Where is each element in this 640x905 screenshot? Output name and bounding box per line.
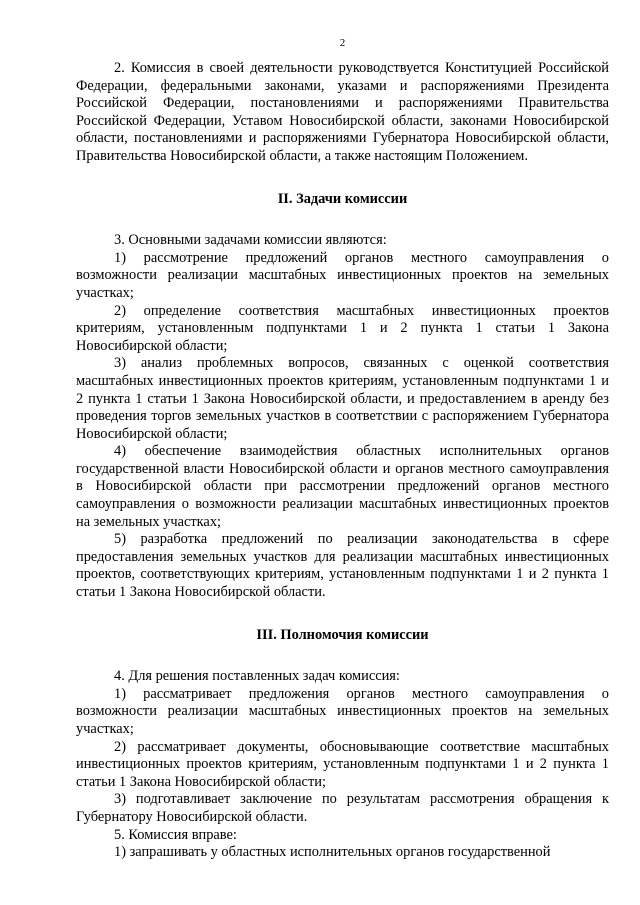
paragraph-4-item-2: 2) рассматривает документы, обосновывающие соответствие масштабных инвестиционных проектов критериям, установленным подпунктами 1 и 2 пункта 1 статьи 1 Закона Новосибирской области; (76, 738, 609, 790)
paragraph-3-item-5: 5) разработка предложений по реализации законодательства в сфере предоставления земельных участков для реализации масштабных инвестиционных проектов, соответствующих критериям, установленным подпунктами 1 и 2 пункта 1 статьи 1 Закона Новосибирской области. (76, 531, 609, 601)
paragraph-4-item-3: 3) подготавливает заключение по результатам рассмотрения обращения к Губернатору Новосибирской области. (76, 791, 609, 825)
paragraph-3-item-4: 4) обеспечение взаимодействия областных исполнительных органов государственной власти Новосибирской области и органов местного самоуправления в Новосибирской области при рассмотрении предложений органов местного самоуправления о возможности реализации масштабных инвестиционных проектов на земельных участках; (76, 443, 609, 530)
document-body (76, 60, 609, 862)
section-heading-tasks: II. Задачи комиссии (277, 190, 408, 207)
paragraph-4-item-1: 1) рассматривает предложения органов местного самоуправления о возможности реализации масштабных инвестиционных проектов на земельных участках; (76, 685, 609, 737)
paragraph-2: 2. Комиссия в своей деятельности руководствуется Конституцией Российской Федерации, федеральными законами, указами и распоряжениями Президента Российской Федерации, постановлениями и распоряжениями Правительства Российской Федерации, Уставом Новосибирской области, законами Новосибирской области, постановлениями и распоряжениями Губернатора Новосибирской области, Правительства Новосибирской области, а также настоящим Положением. (76, 60, 609, 164)
paragraph-4: 4. Для решения поставленных задач комиссия: (114, 668, 400, 685)
section-heading-powers: III. Полномочия комиссии (256, 626, 429, 643)
paragraph-5: 5. Комиссия вправе: (114, 826, 237, 843)
page-number: 2 (339, 37, 346, 49)
paragraph-5-item-1: 1) запрашивать у областных исполнительных органов государственной (114, 844, 551, 861)
paragraph-3-item-1: 1) рассмотрение предложений органов местного самоуправления о возможности реализации масштабных инвестиционных проектов на земельных участках; (76, 249, 609, 301)
paragraph-3-item-2: 2) определение соответствия масштабных инвестиционных проектов критериям, установленным подпунктами 1 и 2 пункта 1 статьи 1 Закона Новосибирской области; (76, 302, 609, 354)
paragraph-3-item-3: 3) анализ проблемных вопросов, связанных с оценкой соответствия масштабных инвестиционных проектов критериям, установленным подпунктами 1 и 2 пункта 1 статьи 1 Закона Новосибирской области, и предоставлением в аренду без проведения торгов земельных участков в соответствии с распоряжением Губернатора Новосибирской области; (76, 355, 609, 442)
paragraph-3: 3. Основными задачами комиссии являются: (114, 232, 387, 249)
